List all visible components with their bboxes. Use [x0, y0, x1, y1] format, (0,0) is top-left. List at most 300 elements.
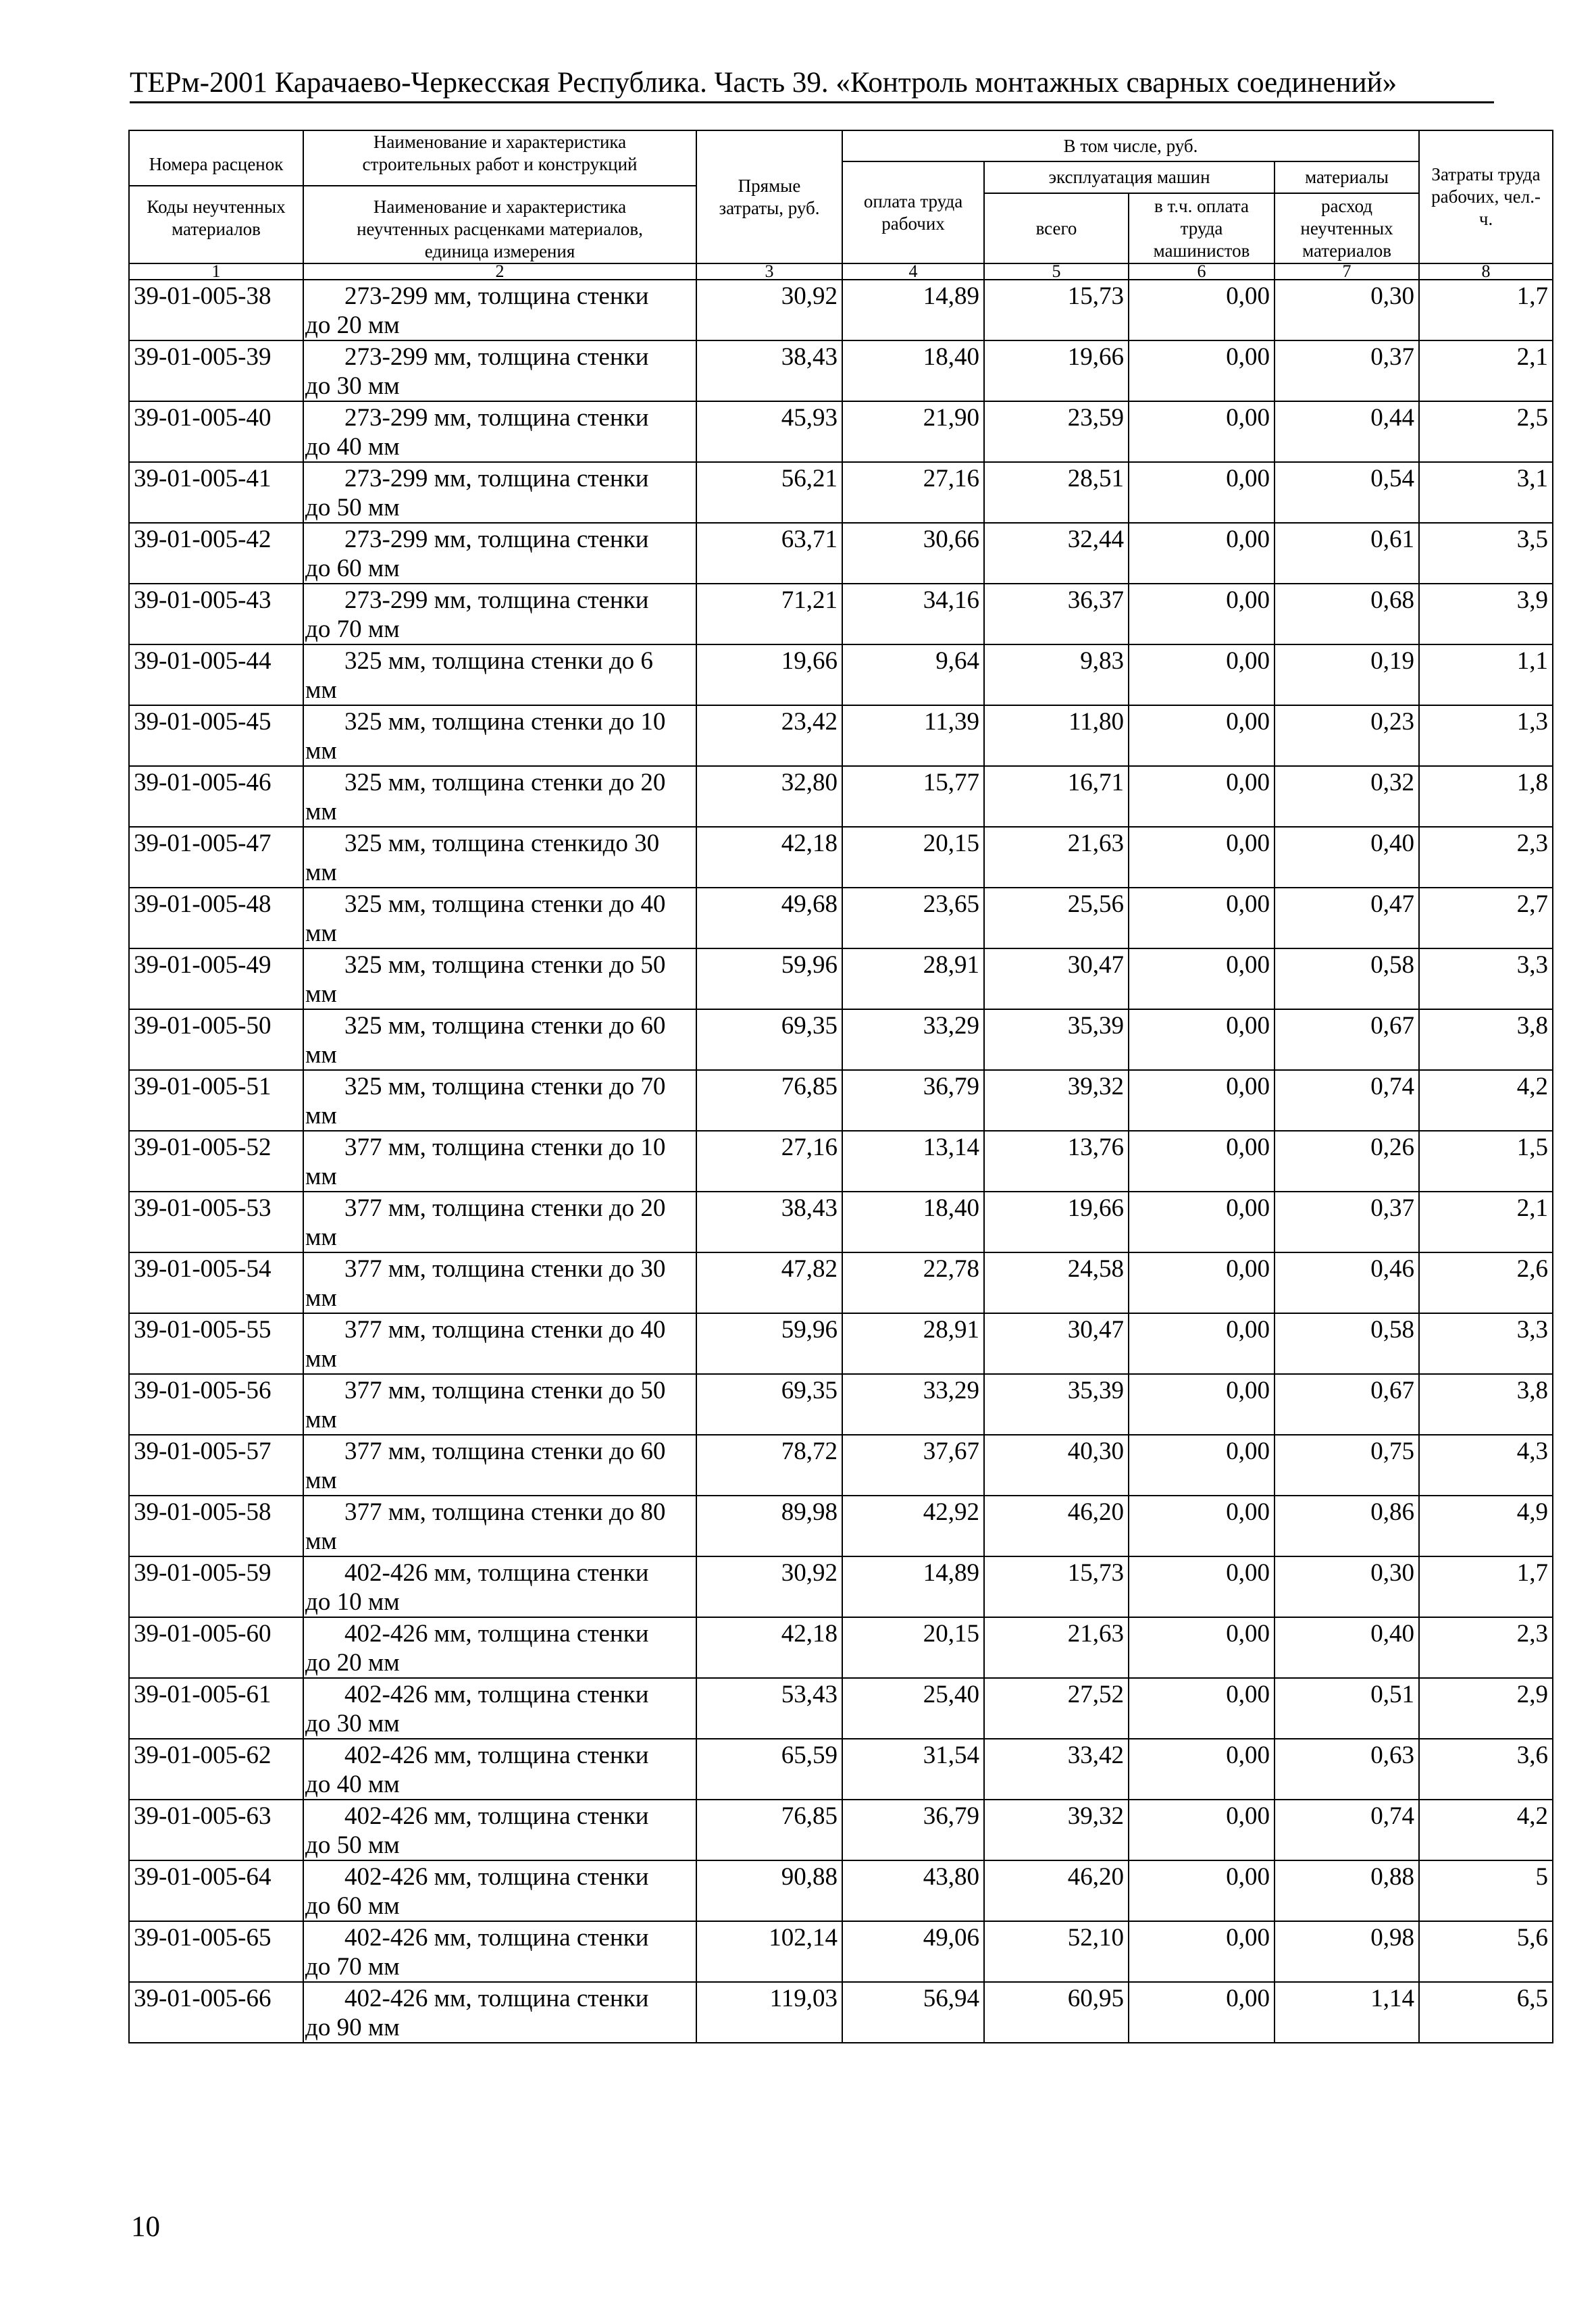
labor-cost: 56,94 — [842, 1982, 984, 2043]
direct-cost: 30,92 — [696, 280, 842, 340]
rate-code: 39-01-005-47 — [129, 827, 303, 888]
rate-name-line1: 377 мм, толщина стенки до 60 — [344, 1438, 666, 1465]
rate-name — [303, 1556, 696, 1617]
column-number-row — [129, 263, 1553, 280]
rate-name-line2: мм — [305, 1041, 337, 1069]
labor-cost: 28,91 — [842, 948, 984, 1009]
table-row — [129, 766, 1553, 827]
labor-hours: 3,9 — [1419, 584, 1553, 644]
direct-cost: 38,43 — [696, 1192, 842, 1252]
table-row — [129, 280, 1553, 340]
table-row — [129, 401, 1553, 462]
column-number: 1 — [129, 263, 303, 280]
labor-hours: 5,6 — [1419, 1921, 1553, 1982]
direct-cost: 19,66 — [696, 644, 842, 705]
direct-cost: 47,82 — [696, 1252, 842, 1313]
labor-cost: 18,40 — [842, 1192, 984, 1252]
rate-name — [303, 1739, 696, 1800]
column-number: 2 — [303, 263, 696, 280]
rate-name-line2: до 40 мм — [305, 433, 400, 461]
rate-name-line1: 273-299 мм, толщина стенки — [344, 282, 649, 310]
machines-cost: 19,66 — [984, 1192, 1129, 1252]
rate-name — [303, 827, 696, 888]
col-hours-header: Затраты труда рабочих, чел.-ч. — [1419, 130, 1553, 263]
materials-cost: 0,67 — [1275, 1009, 1419, 1070]
rate-code: 39-01-005-55 — [129, 1313, 303, 1374]
table-row — [129, 1252, 1553, 1313]
direct-cost: 90,88 — [696, 1860, 842, 1921]
labor-cost: 14,89 — [842, 1556, 984, 1617]
direct-cost: 53,43 — [696, 1678, 842, 1739]
col-name-header-bottom: Наименование и характеристика неучтенных расценками материалов, единица измерения — [304, 185, 696, 263]
machines-cost: 15,73 — [984, 1556, 1129, 1617]
rate-name — [303, 523, 696, 584]
rate-name-line2: мм — [305, 859, 337, 886]
rate-name — [303, 1982, 696, 2043]
rate-name-line1: 325 мм, толщина стенки до 6 — [344, 647, 653, 675]
rate-name-line2: мм — [305, 980, 337, 1008]
machinist-labor-cost: 0,00 — [1129, 1313, 1275, 1374]
materials-cost: 0,26 — [1275, 1131, 1419, 1192]
rate-name-line2: до 20 мм — [305, 311, 400, 339]
machinist-labor-cost: 0,00 — [1129, 1739, 1275, 1800]
machines-cost: 23,59 — [984, 401, 1129, 462]
table-row — [129, 1800, 1553, 1860]
direct-cost: 32,80 — [696, 766, 842, 827]
labor-hours: 3,5 — [1419, 523, 1553, 584]
direct-cost: 119,03 — [696, 1982, 842, 2043]
rate-name-line1: 377 мм, толщина стенки до 30 — [344, 1255, 666, 1283]
column-number: 4 — [842, 263, 984, 280]
materials-cost: 0,88 — [1275, 1860, 1419, 1921]
labor-cost: 18,40 — [842, 340, 984, 401]
machines-cost: 35,39 — [984, 1374, 1129, 1435]
rate-name-line2: мм — [305, 1102, 337, 1129]
col-code-header — [129, 130, 303, 263]
table-row — [129, 1678, 1553, 1739]
rate-name-line2: до 50 мм — [305, 494, 400, 522]
column-number: 7 — [1275, 263, 1419, 280]
machines-cost: 36,37 — [984, 584, 1129, 644]
rate-name — [303, 1252, 696, 1313]
rate-name — [303, 1374, 696, 1435]
rate-name-line2: до 90 мм — [305, 2014, 400, 2041]
machines-cost: 52,10 — [984, 1921, 1129, 1982]
materials-cost: 0,75 — [1275, 1435, 1419, 1496]
machinist-labor-cost: 0,00 — [1129, 1374, 1275, 1435]
rate-code: 39-01-005-52 — [129, 1131, 303, 1192]
machinist-labor-cost: 0,00 — [1129, 888, 1275, 948]
labor-cost: 37,67 — [842, 1435, 984, 1496]
machines-group-header: эксплуатация машин — [984, 161, 1275, 193]
direct-cost: 56,21 — [696, 462, 842, 523]
labor-cost: 30,66 — [842, 523, 984, 584]
machinist-labor-cost: 0,00 — [1129, 1921, 1275, 1982]
column-number: 6 — [1129, 263, 1275, 280]
materials-cost: 0,61 — [1275, 523, 1419, 584]
col-name-header-top: Наименование и характеристика строительных работ и конструкций — [362, 132, 638, 174]
machines-cost: 19,66 — [984, 340, 1129, 401]
labor-hours: 1,7 — [1419, 280, 1553, 340]
rate-name-line2: мм — [305, 1284, 337, 1312]
rate-name-line1: 402-426 мм, толщина стенки — [344, 1985, 649, 2012]
rate-name-line2: до 30 мм — [305, 1710, 400, 1737]
direct-cost: 30,92 — [696, 1556, 842, 1617]
machinist-labor-cost: 0,00 — [1129, 584, 1275, 644]
rate-name-line2: до 70 мм — [305, 1953, 400, 1981]
machinist-labor-cost: 0,00 — [1129, 1131, 1275, 1192]
table-row — [129, 948, 1553, 1009]
rate-name-line1: 325 мм, толщина стенки до 20 — [344, 769, 666, 796]
machinist-labor-cost: 0,00 — [1129, 462, 1275, 523]
machines-cost: 25,56 — [984, 888, 1129, 948]
labor-hours: 6,5 — [1419, 1982, 1553, 2043]
rate-code: 39-01-005-40 — [129, 401, 303, 462]
machines-cost: 46,20 — [984, 1860, 1129, 1921]
labor-hours: 3,8 — [1419, 1009, 1553, 1070]
labor-cost: 33,29 — [842, 1374, 984, 1435]
rate-name-line2: мм — [305, 1527, 337, 1555]
column-number: 8 — [1419, 263, 1553, 280]
labor-hours: 2,1 — [1419, 1192, 1553, 1252]
materials-cost: 0,23 — [1275, 705, 1419, 766]
direct-cost: 38,43 — [696, 340, 842, 401]
machinist-labor-cost: 0,00 — [1129, 340, 1275, 401]
direct-cost: 23,42 — [696, 705, 842, 766]
table-row — [129, 705, 1553, 766]
labor-hours: 2,5 — [1419, 401, 1553, 462]
rate-name — [303, 1496, 696, 1556]
header-divider — [130, 101, 1494, 103]
rate-name-line1: 377 мм, толщина стенки до 40 — [344, 1316, 666, 1344]
machinist-labor-cost: 0,00 — [1129, 1556, 1275, 1617]
rate-name — [303, 705, 696, 766]
rate-name-line1: 273-299 мм, толщина стенки — [344, 586, 649, 614]
rate-code: 39-01-005-57 — [129, 1435, 303, 1496]
rate-code: 39-01-005-38 — [129, 280, 303, 340]
labor-cost: 20,15 — [842, 827, 984, 888]
rate-name-line1: 273-299 мм, толщина стенки — [344, 404, 649, 432]
machinist-labor-cost: 0,00 — [1129, 1070, 1275, 1131]
labor-hours: 3,6 — [1419, 1739, 1553, 1800]
rate-code: 39-01-005-41 — [129, 462, 303, 523]
materials-cost: 0,63 — [1275, 1739, 1419, 1800]
machinist-labor-cost: 0,00 — [1129, 644, 1275, 705]
rate-code: 39-01-005-39 — [129, 340, 303, 401]
materials-cost: 0,47 — [1275, 888, 1419, 948]
machinist-labor-cost: 0,00 — [1129, 280, 1275, 340]
labor-cost: 23,65 — [842, 888, 984, 948]
labor-cost: 34,16 — [842, 584, 984, 644]
table-row — [129, 523, 1553, 584]
rate-name-line1: 325 мм, толщина стенкидо 30 — [344, 830, 660, 857]
col-machinist-labor-header: в т.ч. оплата труда машинистов — [1129, 193, 1275, 263]
rate-name-line2: до 20 мм — [305, 1649, 400, 1677]
materials-cost: 0,68 — [1275, 584, 1419, 644]
machinist-labor-cost: 0,00 — [1129, 1496, 1275, 1556]
machinist-labor-cost: 0,00 — [1129, 1860, 1275, 1921]
labor-hours: 2,1 — [1419, 340, 1553, 401]
materials-cost: 0,51 — [1275, 1678, 1419, 1739]
table-row — [129, 1617, 1553, 1678]
machines-cost: 30,47 — [984, 948, 1129, 1009]
rate-name — [303, 1313, 696, 1374]
rate-name-line1: 325 мм, толщина стенки до 10 — [344, 708, 666, 736]
col-materials-header: расход неучтенных материалов — [1275, 193, 1419, 263]
rate-name-line1: 402-426 мм, толщина стенки — [344, 1742, 649, 1769]
rate-name — [303, 1435, 696, 1496]
rate-name-line2: до 50 мм — [305, 1831, 400, 1859]
materials-cost: 0,58 — [1275, 948, 1419, 1009]
table-head — [129, 130, 1553, 280]
machinist-labor-cost: 0,00 — [1129, 827, 1275, 888]
machines-cost: 13,76 — [984, 1131, 1129, 1192]
table-row — [129, 1313, 1553, 1374]
labor-hours: 1,8 — [1419, 766, 1553, 827]
rate-name — [303, 1131, 696, 1192]
rate-code: 39-01-005-66 — [129, 1982, 303, 2043]
materials-cost: 0,40 — [1275, 1617, 1419, 1678]
materials-cost: 0,74 — [1275, 1070, 1419, 1131]
table-row — [129, 1496, 1553, 1556]
rate-code: 39-01-005-53 — [129, 1192, 303, 1252]
materials-cost: 0,30 — [1275, 280, 1419, 340]
rate-name-line2: до 40 мм — [305, 1771, 400, 1798]
direct-cost: 42,18 — [696, 1617, 842, 1678]
labor-cost: 21,90 — [842, 401, 984, 462]
direct-cost: 76,85 — [696, 1070, 842, 1131]
labor-cost: 25,40 — [842, 1678, 984, 1739]
rate-code: 39-01-005-44 — [129, 644, 303, 705]
rate-name — [303, 1921, 696, 1982]
rate-name-line2: мм — [305, 1163, 337, 1190]
direct-cost: 45,93 — [696, 401, 842, 462]
col-code-header-top: Номера расценок — [149, 154, 284, 174]
labor-cost: 20,15 — [842, 1617, 984, 1678]
rate-name-line1: 325 мм, толщина стенки до 50 — [344, 951, 666, 979]
rate-name-line1: 377 мм, толщина стенки до 80 — [344, 1498, 666, 1526]
direct-cost: 76,85 — [696, 1800, 842, 1860]
labor-hours: 1,5 — [1419, 1131, 1553, 1192]
labor-cost: 43,80 — [842, 1860, 984, 1921]
direct-cost: 63,71 — [696, 523, 842, 584]
col-labor-header: оплата труда рабочих — [842, 161, 984, 263]
labor-cost: 36,79 — [842, 1800, 984, 1860]
materials-cost: 0,44 — [1275, 401, 1419, 462]
rate-code: 39-01-005-56 — [129, 1374, 303, 1435]
materials-cost: 0,30 — [1275, 1556, 1419, 1617]
labor-hours: 4,9 — [1419, 1496, 1553, 1556]
materials-cost: 0,40 — [1275, 827, 1419, 888]
rate-name-line1: 402-426 мм, толщина стенки — [344, 1863, 649, 1891]
rate-code: 39-01-005-48 — [129, 888, 303, 948]
labor-cost: 27,16 — [842, 462, 984, 523]
labor-hours: 3,3 — [1419, 948, 1553, 1009]
rate-name-line1: 402-426 мм, толщина стенки — [344, 1802, 649, 1830]
machines-cost: 11,80 — [984, 705, 1129, 766]
page-header-title: ТЕРм-2001 Карачаево-Черкесская Республика. Часть 39. «Контроль монтажных сварных соединений» — [130, 67, 1397, 99]
labor-cost: 49,06 — [842, 1921, 984, 1982]
column-number: 3 — [696, 263, 842, 280]
table-row — [129, 340, 1553, 401]
direct-cost: 89,98 — [696, 1496, 842, 1556]
col-machines-total-header: всего — [984, 193, 1129, 263]
labor-cost: 13,14 — [842, 1131, 984, 1192]
machines-cost: 60,95 — [984, 1982, 1129, 2043]
materials-group-header: материалы — [1275, 161, 1419, 193]
rate-name-line1: 402-426 мм, толщина стенки — [344, 1924, 649, 1952]
rate-name — [303, 1617, 696, 1678]
materials-cost: 0,98 — [1275, 1921, 1419, 1982]
machines-cost: 32,44 — [984, 523, 1129, 584]
rate-name-line1: 402-426 мм, толщина стенки — [344, 1559, 649, 1587]
incl-group-header: В том числе, руб. — [842, 130, 1419, 161]
machines-cost: 30,47 — [984, 1313, 1129, 1374]
direct-cost: 78,72 — [696, 1435, 842, 1496]
rate-code: 39-01-005-54 — [129, 1252, 303, 1313]
direct-cost: 59,96 — [696, 1313, 842, 1374]
labor-hours: 3,3 — [1419, 1313, 1553, 1374]
labor-cost: 15,77 — [842, 766, 984, 827]
machines-cost: 16,71 — [984, 766, 1129, 827]
rate-code: 39-01-005-63 — [129, 1800, 303, 1860]
machinist-labor-cost: 0,00 — [1129, 1009, 1275, 1070]
labor-cost: 9,64 — [842, 644, 984, 705]
materials-cost: 1,14 — [1275, 1982, 1419, 2043]
machinist-labor-cost: 0,00 — [1129, 1617, 1275, 1678]
rate-code: 39-01-005-61 — [129, 1678, 303, 1739]
labor-hours: 4,2 — [1419, 1800, 1553, 1860]
table-body — [129, 280, 1553, 2043]
materials-cost: 0,74 — [1275, 1800, 1419, 1860]
rate-name — [303, 1009, 696, 1070]
machinist-labor-cost: 0,00 — [1129, 948, 1275, 1009]
rate-name — [303, 1860, 696, 1921]
rate-name — [303, 340, 696, 401]
direct-cost: 59,96 — [696, 948, 842, 1009]
rate-name-line1: 273-299 мм, толщина стенки — [344, 465, 649, 492]
machines-cost: 9,83 — [984, 644, 1129, 705]
direct-cost: 71,21 — [696, 584, 842, 644]
direct-cost: 69,35 — [696, 1009, 842, 1070]
rate-name — [303, 1192, 696, 1252]
rate-name — [303, 401, 696, 462]
rate-name-line1: 377 мм, толщина стенки до 50 — [344, 1377, 666, 1404]
rate-name-line1: 325 мм, толщина стенки до 40 — [344, 890, 666, 918]
machinist-labor-cost: 0,00 — [1129, 401, 1275, 462]
labor-hours: 2,3 — [1419, 827, 1553, 888]
machinist-labor-cost: 0,00 — [1129, 1678, 1275, 1739]
machinist-labor-cost: 0,00 — [1129, 766, 1275, 827]
rate-name-line2: мм — [305, 1345, 337, 1373]
table-row — [129, 1435, 1553, 1496]
materials-cost: 0,67 — [1275, 1374, 1419, 1435]
table-row — [129, 462, 1553, 523]
page-number: 10 — [131, 2211, 160, 2243]
rate-name-line2: мм — [305, 798, 337, 825]
labor-hours: 4,2 — [1419, 1070, 1553, 1131]
rate-name — [303, 948, 696, 1009]
rate-name-line1: 377 мм, толщина стенки до 20 — [344, 1194, 666, 1222]
machinist-labor-cost: 0,00 — [1129, 1435, 1275, 1496]
rate-name — [303, 888, 696, 948]
rate-code: 39-01-005-49 — [129, 948, 303, 1009]
rate-name — [303, 1070, 696, 1131]
labor-cost: 31,54 — [842, 1739, 984, 1800]
rate-code: 39-01-005-50 — [129, 1009, 303, 1070]
col-direct-header: Прямые затраты, руб. — [696, 130, 842, 263]
table-row — [129, 1374, 1553, 1435]
table-row — [129, 1739, 1553, 1800]
labor-cost: 28,91 — [842, 1313, 984, 1374]
direct-cost: 27,16 — [696, 1131, 842, 1192]
rate-name — [303, 766, 696, 827]
table-row — [129, 1921, 1553, 1982]
rate-name — [303, 280, 696, 340]
rate-code: 39-01-005-58 — [129, 1496, 303, 1556]
table-row — [129, 1192, 1553, 1252]
machinist-labor-cost: 0,00 — [1129, 1192, 1275, 1252]
col-code-header-bottom: Коды неучтенных материалов — [130, 185, 303, 240]
labor-hours: 1,3 — [1419, 705, 1553, 766]
machinist-labor-cost: 0,00 — [1129, 523, 1275, 584]
labor-hours: 2,6 — [1419, 1252, 1553, 1313]
machines-cost: 35,39 — [984, 1009, 1129, 1070]
labor-cost: 22,78 — [842, 1252, 984, 1313]
direct-cost: 102,14 — [696, 1921, 842, 1982]
rate-code: 39-01-005-65 — [129, 1921, 303, 1982]
rate-name-line2: до 60 мм — [305, 555, 400, 582]
rate-code: 39-01-005-60 — [129, 1617, 303, 1678]
rate-code: 39-01-005-62 — [129, 1739, 303, 1800]
rate-name-line2: до 30 мм — [305, 372, 400, 400]
table-row — [129, 1860, 1553, 1921]
col-name-header — [303, 130, 696, 263]
rate-name-line1: 325 мм, толщина стенки до 60 — [344, 1012, 666, 1040]
machines-cost: 40,30 — [984, 1435, 1129, 1496]
machines-cost: 27,52 — [984, 1678, 1129, 1739]
rate-code: 39-01-005-42 — [129, 523, 303, 584]
rates-table — [128, 130, 1553, 2043]
machinist-labor-cost: 0,00 — [1129, 705, 1275, 766]
materials-cost: 0,46 — [1275, 1252, 1419, 1313]
labor-cost: 14,89 — [842, 280, 984, 340]
rate-name-line2: до 70 мм — [305, 615, 400, 643]
rate-name-line2: мм — [305, 919, 337, 947]
labor-hours: 3,8 — [1419, 1374, 1553, 1435]
machines-cost: 15,73 — [984, 280, 1129, 340]
materials-cost: 0,37 — [1275, 340, 1419, 401]
materials-cost: 0,37 — [1275, 1192, 1419, 1252]
rate-name — [303, 584, 696, 644]
table-row — [129, 584, 1553, 644]
direct-cost: 65,59 — [696, 1739, 842, 1800]
labor-cost: 11,39 — [842, 705, 984, 766]
table-row — [129, 1070, 1553, 1131]
labor-hours: 4,3 — [1419, 1435, 1553, 1496]
machines-cost: 28,51 — [984, 462, 1129, 523]
labor-hours: 5 — [1419, 1860, 1553, 1921]
table-row — [129, 1982, 1553, 2043]
direct-cost: 42,18 — [696, 827, 842, 888]
labor-cost: 33,29 — [842, 1009, 984, 1070]
direct-cost: 49,68 — [696, 888, 842, 948]
rate-name-line1: 402-426 мм, толщина стенки — [344, 1681, 649, 1708]
rate-code: 39-01-005-59 — [129, 1556, 303, 1617]
labor-hours: 3,1 — [1419, 462, 1553, 523]
materials-cost: 0,54 — [1275, 462, 1419, 523]
machines-cost: 39,32 — [984, 1070, 1129, 1131]
